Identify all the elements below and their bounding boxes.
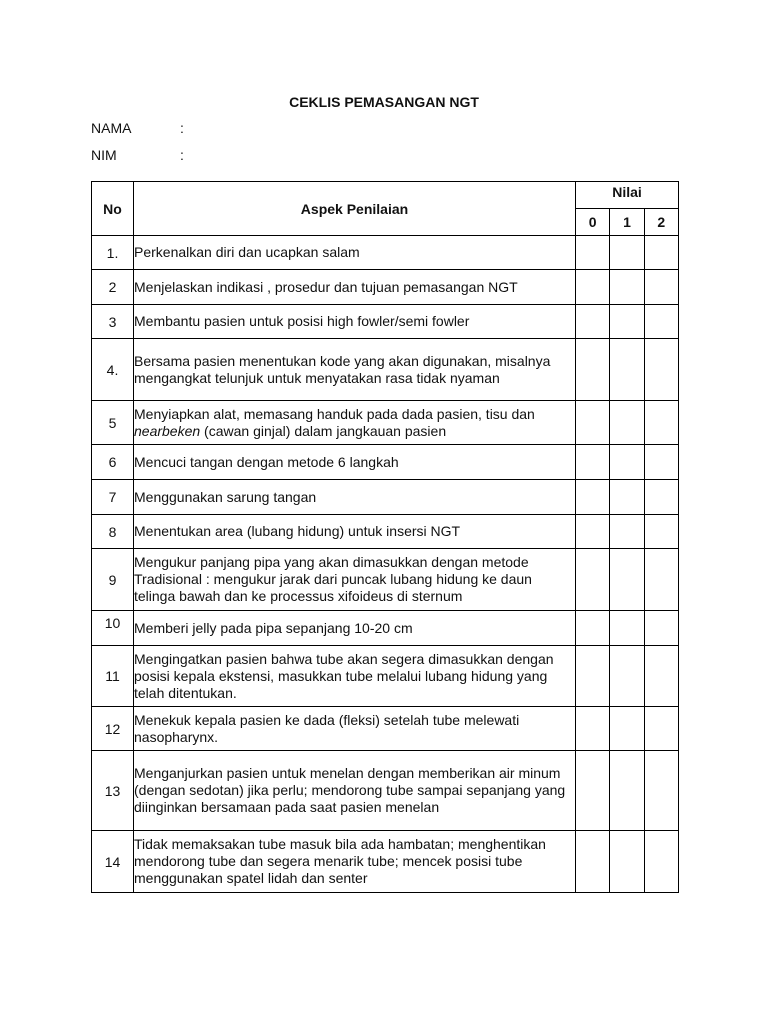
row-aspect-emphasis: nearbeken (134, 422, 201, 439)
row-aspect: Menjelaskan indikasi , prosedur dan tujuan pemasangan NGT (134, 270, 576, 305)
score-cell-2[interactable] (644, 751, 678, 831)
score-cell-2[interactable] (644, 401, 678, 445)
row-aspect: Mengukur panjang pipa yang akan dimasukkan dengan metode Tradisional : mengukur jarak dari puncak lubang hidung ke daun telinga bawah dan ke processus xifoideus di sternum (134, 549, 576, 611)
score-cell-1[interactable] (610, 646, 644, 707)
row-number: 11 (92, 646, 134, 707)
header-score-0: 0 (576, 209, 610, 236)
row-number: 3 (92, 305, 134, 339)
nim-label: NIM (91, 147, 117, 163)
row-aspect: Bersama pasien menentukan kode yang akan digunakan, misalnya mengangkat telunjuk untuk menyatakan rasa tidak nyaman (134, 339, 576, 401)
row-aspect: Menganjurkan pasien untuk menelan dengan memberikan air minum (dengan sedotan) jika perlu; mendorong tube sampai sepanjang yang diinginkan bersamaan pada saat pasien menelan (134, 751, 576, 831)
score-cell-1[interactable] (610, 515, 644, 549)
table-row (92, 401, 679, 445)
score-cell-2[interactable] (644, 305, 678, 339)
nim-colon: : (180, 147, 184, 163)
table-row (92, 445, 679, 480)
score-cell-2[interactable] (644, 515, 678, 549)
nim-field (91, 147, 184, 163)
score-cell-1[interactable] (610, 339, 644, 401)
table-row (92, 339, 679, 401)
score-cell-1[interactable] (610, 270, 644, 305)
score-cell-0[interactable] (576, 339, 610, 401)
score-cell-2[interactable] (644, 270, 678, 305)
table-row (92, 646, 679, 707)
table-row (92, 751, 679, 831)
checklist-table (91, 181, 679, 893)
row-number: 7 (92, 480, 134, 515)
score-cell-2[interactable] (644, 236, 678, 270)
score-cell-2[interactable] (644, 339, 678, 401)
header-no: No (92, 182, 134, 236)
row-number: 10 (92, 611, 134, 646)
score-cell-1[interactable] (610, 445, 644, 480)
score-cell-1[interactable] (610, 707, 644, 751)
score-cell-1[interactable] (610, 831, 644, 893)
row-aspect-text: Menyiapkan alat, memasang handuk pada dada pasien, tisu dan (134, 405, 535, 422)
table-row (92, 480, 679, 515)
score-cell-0[interactable] (576, 646, 610, 707)
table-row (92, 305, 679, 339)
score-cell-1[interactable] (610, 305, 644, 339)
score-cell-0[interactable] (576, 305, 610, 339)
score-cell-1[interactable] (610, 236, 644, 270)
score-cell-2[interactable] (644, 707, 678, 751)
row-number: 13 (92, 751, 134, 831)
row-aspect: Menekuk kepala pasien ke dada (fleksi) setelah tube melewati nasopharynx. (134, 707, 576, 751)
score-cell-2[interactable] (644, 646, 678, 707)
score-cell-2[interactable] (644, 445, 678, 480)
row-number: 5 (92, 401, 134, 445)
table-row (92, 515, 679, 549)
score-cell-0[interactable] (576, 480, 610, 515)
row-aspect: Mengingatkan pasien bahwa tube akan segera dimasukkan dengan posisi kepala ekstensi, masukkan tube melalui lubang hidung yang telah ditentukan. (134, 646, 576, 707)
row-number: 4. (92, 339, 134, 401)
header-score-2: 2 (644, 209, 678, 236)
document-title: CEKLIS PEMASANGAN NGT (289, 94, 479, 110)
score-cell-0[interactable] (576, 707, 610, 751)
score-cell-0[interactable] (576, 515, 610, 549)
score-cell-1[interactable] (610, 751, 644, 831)
header-score-1: 1 (610, 209, 644, 236)
header-aspek-penilaian: Aspek Penilaian (134, 182, 576, 236)
row-aspect: Tidak memaksakan tube masuk bila ada hambatan; menghentikan mendorong tube dan segera menarik tube; mencek posisi tube menggunakan spatel lidah dan senter (134, 831, 576, 893)
table-row (92, 831, 679, 893)
score-cell-1[interactable] (610, 549, 644, 611)
score-cell-0[interactable] (576, 236, 610, 270)
score-cell-0[interactable] (576, 445, 610, 480)
score-cell-1[interactable] (610, 611, 644, 646)
score-cell-0[interactable] (576, 751, 610, 831)
score-cell-0[interactable] (576, 611, 610, 646)
score-cell-2[interactable] (644, 480, 678, 515)
row-aspect: Memberi jelly pada pipa sepanjang 10-20 cm (134, 611, 576, 646)
table-row (92, 707, 679, 751)
row-aspect (134, 401, 576, 445)
row-aspect-text-end: (cawan ginjal) dalam jangkauan pasien (200, 422, 447, 439)
row-number: 12 (92, 707, 134, 751)
nama-label: NAMA (91, 120, 132, 136)
score-cell-0[interactable] (576, 831, 610, 893)
row-aspect: Menggunakan sarung tangan (134, 480, 576, 515)
row-number: 14 (92, 831, 134, 893)
score-cell-2[interactable] (644, 611, 678, 646)
table-row (92, 611, 679, 646)
score-cell-2[interactable] (644, 831, 678, 893)
nama-field (91, 120, 184, 136)
score-cell-2[interactable] (644, 549, 678, 611)
nama-colon: : (180, 120, 184, 136)
score-cell-0[interactable] (576, 270, 610, 305)
row-aspect: Mencuci tangan dengan metode 6 langkah (134, 445, 576, 480)
score-cell-1[interactable] (610, 401, 644, 445)
row-aspect: Menentukan area (lubang hidung) untuk insersi NGT (134, 515, 576, 549)
row-number: 6 (92, 445, 134, 480)
header-nilai: Nilai (576, 182, 679, 209)
row-number: 1. (92, 236, 134, 270)
row-number: 9 (92, 549, 134, 611)
row-number: 2 (92, 270, 134, 305)
row-aspect: Perkenalkan diri dan ucapkan salam (134, 236, 576, 270)
row-aspect: Membantu pasien untuk posisi high fowler/semi fowler (134, 305, 576, 339)
table-row (92, 270, 679, 305)
table-row (92, 549, 679, 611)
table-row (92, 236, 679, 270)
score-cell-0[interactable] (576, 401, 610, 445)
row-number: 8 (92, 515, 134, 549)
score-cell-0[interactable] (576, 549, 610, 611)
score-cell-1[interactable] (610, 480, 644, 515)
